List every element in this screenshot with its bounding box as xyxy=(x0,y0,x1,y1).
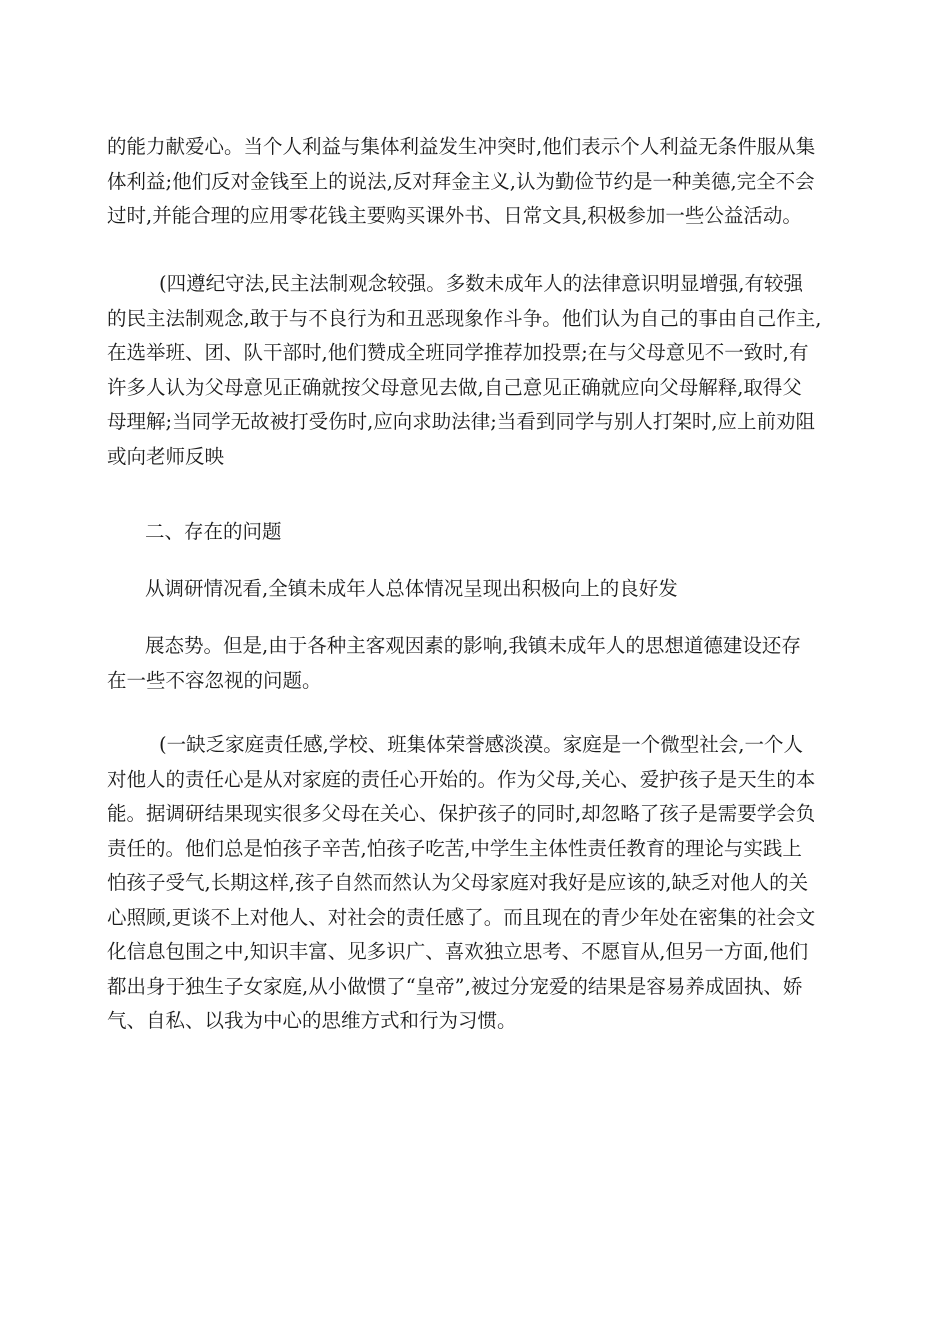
text-line: 都出身于独生子女家庭,从小做惯了“皇帝”,被过分宠爱的结果是容易养成固执、娇 xyxy=(107,974,803,998)
text-line: 过时,并能合理的应用零花钱主要购买课外书、日常文具,积极参加一些公益活动。 xyxy=(107,204,802,227)
section-heading xyxy=(107,515,847,550)
text-line: 在一些不容忽视的问题。 xyxy=(107,668,322,692)
text-line: 怕孩子受气,长期这样,孩子自然而然认为父母家庭对我好是应该的,缺乏对他人的关 xyxy=(107,871,809,894)
text-line: 许多人认为父母意见正确就按父母意见去做,自己意见正确就应向父母解释,取得父 xyxy=(107,375,802,399)
text-line: 或向老师反映 xyxy=(107,444,225,468)
text-line: (四遵纪守法,民主法制观念较强。多数未成年人的法律意识明显增强,有较强 xyxy=(159,272,804,295)
text-line: 化信息包围之中,知识丰富、见多识广、喜欢独立思考、不愿盲从,但另一方面,他们 xyxy=(107,940,809,963)
text-line: 展态势。但是,由于各种主客观因素的影响,我镇未成年人的思想道德建设还存 xyxy=(145,634,801,657)
text-line: 对他人的责任心是从对家庭的责任心开始的。作为父母,关心、爱护孩子是天生的本 xyxy=(107,767,816,791)
paragraph-5 xyxy=(107,629,847,698)
text-line: 从调研情况看,全镇未成年人总体情况呈现出积极向上的良好发 xyxy=(145,577,678,600)
text-line: 体利益;他们反对金钱至上的说法,反对拜金主义,认为勤俭节约是一种美德,完全不会 xyxy=(107,169,815,193)
text-line: 的能力献爱心。当个人利益与集体利益发生冲突时,他们表示个人利益无条件服从集 xyxy=(107,135,816,158)
paragraph-2 xyxy=(107,267,847,474)
paragraph-6 xyxy=(107,728,847,1039)
text-line: 的民主法制观念,敢于与不良行为和丑恶现象作斗争。他们认为自己的事由自己作主, xyxy=(107,306,822,330)
heading-text: 二、存在的问题 xyxy=(145,520,282,543)
paragraph-1 xyxy=(107,130,847,234)
text-line: 心照顾,更谈不上对他人、对社会的责任感了。而且现在的青少年处在密集的社会文 xyxy=(107,905,816,929)
text-line: 能。据调研结果现实很多父母在关心、保护孩子的同时,却忽略了孩子是需要学会负 xyxy=(107,802,816,825)
text-line: 母理解;当同学无故被打受伤时,应向求助法律;当看到同学与别人打架时,应上前劝阻 xyxy=(107,410,816,433)
text-line: 气、自私、以我为中心的思维方式和行为习惯。 xyxy=(107,1009,517,1032)
text-line: 责任的。他们总是怕孩子辛苦,怕孩子吃苦,中学生主体性责任教育的理论与实践上 xyxy=(107,836,802,860)
text-line: 在选举班、团、队干部时,他们赞成全班同学推荐加投票;在与父母意见不一致时,有 xyxy=(107,341,809,364)
text-line: (一缺乏家庭责任感,学校、班集体荣誉感淡漠。家庭是一个微型社会,一个人 xyxy=(159,733,804,756)
paragraph-4 xyxy=(107,572,847,607)
